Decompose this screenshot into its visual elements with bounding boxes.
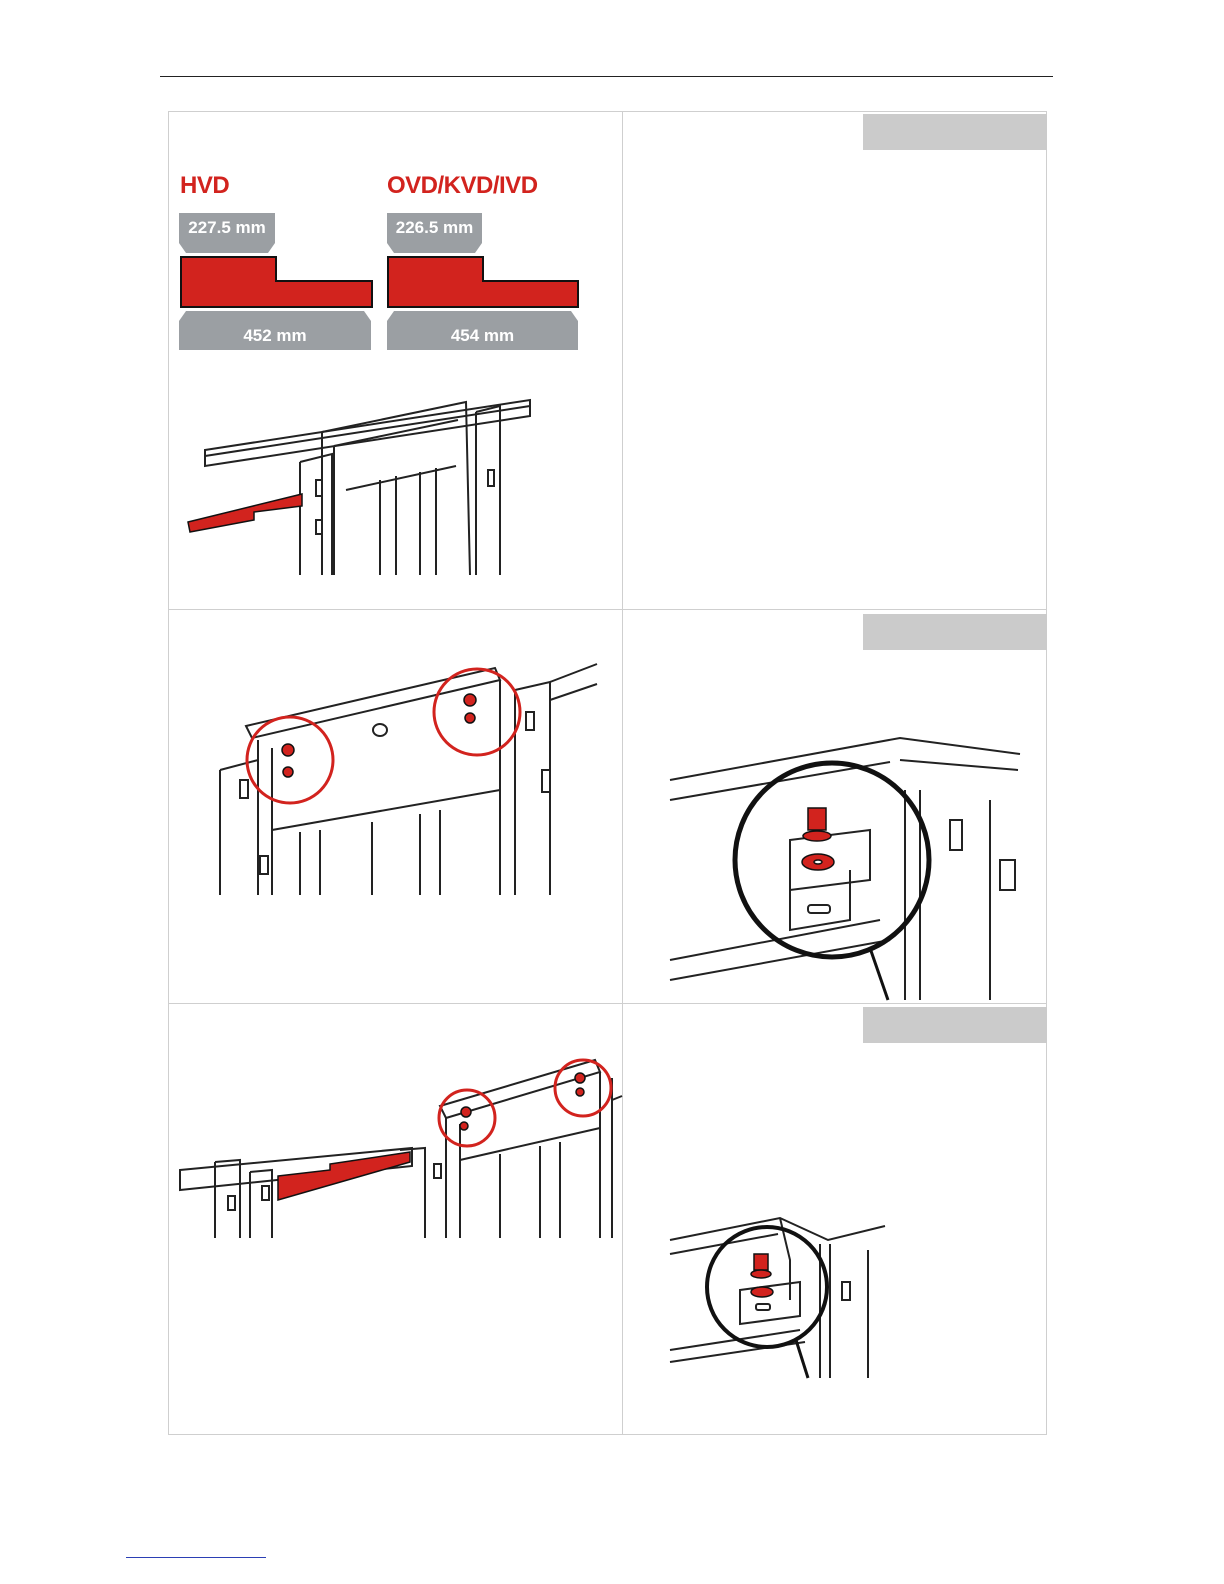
hvd-top-dimension: 227.5 mm	[179, 213, 275, 243]
ovd-label: OVD/KVD/IVD	[387, 172, 538, 199]
hvd-label: HVD	[180, 172, 230, 199]
footer-link-underline	[126, 1557, 266, 1558]
ovd-top-dimension: 226.5 mm	[387, 213, 482, 243]
ovd-bottom-dimension: 454 mm	[387, 321, 578, 350]
hvd-bottom-dimension: 452 mm	[179, 321, 371, 350]
